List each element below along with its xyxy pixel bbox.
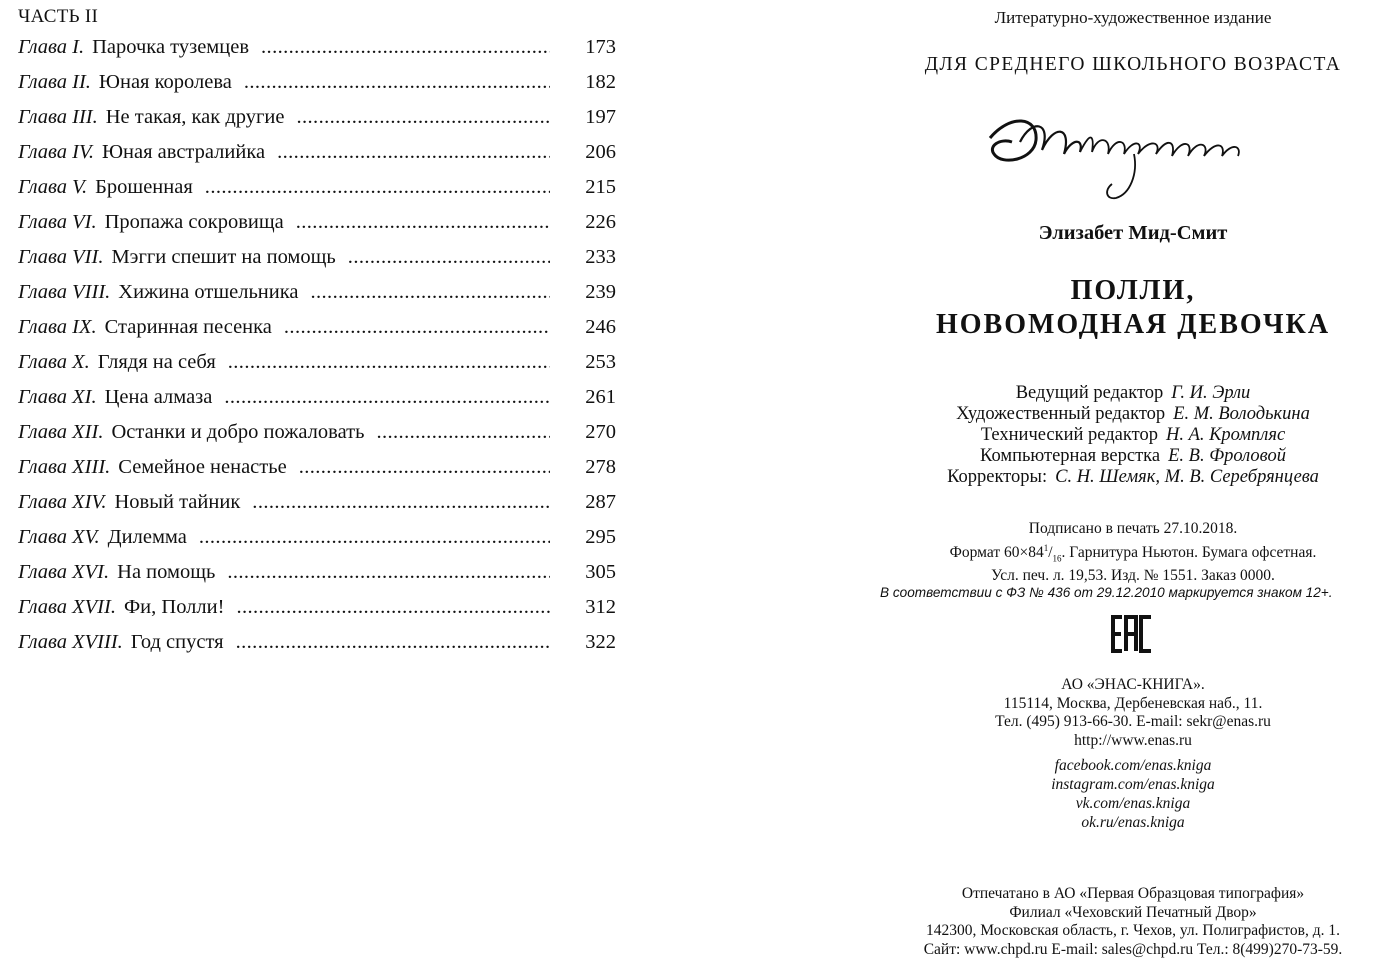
toc-leader-dots	[199, 526, 550, 549]
toc-row	[18, 491, 618, 526]
toc-row	[18, 386, 618, 421]
toc-page-number: 233	[585, 246, 616, 268]
law-note: В соответствии с ФЗ № 436 от 29.12.2010 маркируется знаком 12+.	[880, 585, 1333, 600]
toc-chapter-title: Не такая, как другие	[105, 106, 285, 128]
toc-leader-dots	[228, 351, 550, 374]
toc-list	[18, 36, 618, 666]
social-link-instagram: instagram.com/enas.kniga	[1051, 776, 1215, 793]
part-title: ЧАСТЬ II	[18, 6, 99, 27]
credit-name: Г. И. Эрли	[1171, 383, 1251, 403]
toc-row	[18, 211, 618, 246]
social-link-vk: vk.com/enas.kniga	[1075, 795, 1191, 812]
credits	[870, 383, 1396, 488]
toc-leader-dots	[296, 106, 550, 129]
toc-chapter-title: Новый тайник	[114, 491, 241, 513]
credit-role: Технический редактор	[980, 425, 1158, 445]
printer-branch: Филиал «Чеховский Печатный Двор»	[1009, 903, 1257, 921]
toc-page-number: 253	[585, 351, 616, 373]
social-links	[870, 756, 1396, 832]
toc-leader-dots	[296, 211, 550, 234]
toc-page-number: 206	[585, 141, 616, 163]
toc-page-number: 270	[585, 421, 616, 443]
toc-chapter-number: Глава XIV.	[18, 491, 107, 513]
toc-row	[18, 561, 618, 596]
social-link-ok: ok.ru/enas.kniga	[1081, 814, 1185, 831]
toc-chapter-number: Глава X.	[18, 351, 90, 373]
toc-row	[18, 316, 618, 351]
toc-chapter-number: Глава XV.	[18, 526, 100, 548]
toc-chapter-title: Семейное ненастье	[118, 456, 287, 478]
toc-row	[18, 526, 618, 561]
toc-page-number: 278	[585, 456, 616, 478]
toc-chapter-title: Фи, Полли!	[123, 596, 225, 618]
toc-page-number: 246	[585, 316, 616, 338]
toc-leader-dots	[299, 456, 550, 479]
toc-chapter-title: Старинная песенка	[104, 316, 272, 338]
credit-line	[870, 404, 1396, 425]
credit-line	[870, 446, 1396, 467]
toc-leader-dots	[227, 561, 550, 584]
toc-row	[18, 36, 618, 71]
toc-leader-dots	[252, 491, 550, 514]
toc-chapter-title: Цена алмаза	[104, 386, 213, 408]
toc-page-number: 322	[585, 631, 616, 653]
publisher-address: 115114, Москва, Дербеневская наб., 11.	[1003, 694, 1263, 712]
toc-chapter-title: Брошенная	[95, 176, 193, 198]
toc-page-number: 182	[585, 71, 616, 93]
toc-chapter-number: Глава V.	[18, 176, 88, 198]
toc-page	[0, 0, 640, 972]
toc-page-number: 173	[585, 36, 616, 58]
toc-chapter-number: Глава II.	[18, 71, 91, 93]
toc-page-number: 295	[585, 526, 616, 548]
book-title-line1: ПОЛЛИ,	[1070, 275, 1196, 306]
toc-chapter-title: Юная королева	[98, 71, 232, 93]
eac-mark-icon	[1110, 614, 1154, 654]
toc-chapter-number: Глава IV.	[18, 141, 94, 163]
toc-row	[18, 246, 618, 281]
toc-row	[18, 176, 618, 211]
sheets-line: Усл. печ. л. 19,53. Изд. № 1551. Заказ 0000.	[991, 567, 1275, 585]
toc-chapter-number: Глава XI.	[18, 386, 97, 408]
toc-page-number: 226	[585, 211, 616, 233]
credit-role: Корректоры:	[947, 467, 1048, 487]
book-title-line2: НОВОМОДНАЯ ДЕВОЧКА	[935, 309, 1331, 340]
toc-chapter-number: Глава VI.	[18, 211, 97, 233]
toc-leader-dots	[284, 316, 550, 339]
toc-row	[18, 141, 618, 176]
book-title	[870, 274, 1396, 342]
toc-chapter-number: Глава XVI.	[18, 561, 110, 583]
toc-page-number: 287	[585, 491, 616, 513]
publisher-info	[870, 676, 1396, 750]
publisher-name: АО «ЭНАС-КНИГА».	[1061, 676, 1205, 693]
credit-line	[870, 425, 1396, 446]
toc-row	[18, 106, 618, 141]
credit-role: Художественный редактор	[956, 404, 1166, 424]
toc-chapter-number: Глава XVIII.	[18, 631, 123, 653]
credit-name: Е. В. Фроловой	[1168, 446, 1286, 466]
toc-leader-dots	[348, 246, 550, 269]
toc-chapter-title: Год спустя	[130, 631, 224, 653]
toc-chapter-title: Юная австралийка	[101, 141, 266, 163]
edition-type: Литературно-художественное издание	[994, 8, 1272, 27]
toc-chapter-number: Глава XVII.	[18, 596, 116, 618]
credit-name: С. Н. Шемяк, М. В. Серебрянцева	[1055, 467, 1319, 487]
credit-role: Компьютерная верстка	[980, 446, 1161, 466]
toc-chapter-title: Мэгги спешит на помощь	[111, 246, 336, 268]
toc-page-number: 197	[585, 106, 616, 128]
toc-leader-dots	[236, 631, 550, 654]
toc-chapter-title: Хижина отшельника	[118, 281, 299, 303]
toc-chapter-number: Глава XIII.	[18, 456, 111, 478]
toc-leader-dots	[205, 176, 550, 199]
toc-row	[18, 281, 618, 316]
toc-leader-dots	[277, 141, 550, 164]
age-group: ДЛЯ СРЕДНЕГО ШКОЛЬНОГО ВОЗРАСТА	[924, 54, 1342, 75]
toc-row	[18, 71, 618, 106]
toc-chapter-title: Парочка туземцев	[92, 36, 250, 58]
credit-line	[870, 467, 1396, 488]
format-line: Формат $60\times 84^1/_{16}$. Гарнитура Ньютон. Бумага офсетная.	[949, 542, 1317, 563]
toc-leader-dots	[376, 421, 550, 444]
toc-chapter-title: На помощь	[117, 561, 216, 583]
credit-line	[870, 383, 1396, 404]
toc-chapter-number: Глава IX.	[18, 316, 97, 338]
imprint-page	[870, 0, 1396, 972]
toc-leader-dots	[224, 386, 550, 409]
series-logo	[980, 108, 1250, 208]
printer-contacts: Сайт: www.chpd.ru E-mail: sales@chpd.ru Тел.: 8(499)270-73-59.	[923, 940, 1343, 958]
toc-chapter-number: Глава VIII.	[18, 281, 111, 303]
toc-page-number: 239	[585, 281, 616, 303]
credit-role: Ведущий редактор	[1015, 383, 1164, 403]
toc-leader-dots	[236, 596, 550, 619]
credit-name: Н. А. Кромпляс	[1165, 425, 1286, 445]
toc-chapter-number: Глава VII.	[18, 246, 104, 268]
toc-page-number: 261	[585, 386, 616, 408]
toc-chapter-number: Глава I.	[18, 36, 85, 58]
toc-row	[18, 596, 618, 631]
toc-row	[18, 631, 618, 666]
printer-name: Отпечатано в АО «Первая Образцовая типография»	[961, 885, 1305, 902]
toc-chapter-number: Глава III.	[18, 106, 98, 128]
print-info	[870, 520, 1396, 586]
toc-chapter-title: Дилемма	[107, 526, 187, 548]
toc-chapter-title: Останки и добро пожаловать	[111, 421, 365, 443]
toc-page-number: 305	[585, 561, 616, 583]
author-name: Элизабет Мид-Смит	[1038, 222, 1228, 244]
toc-row	[18, 351, 618, 386]
toc-row	[18, 456, 618, 491]
publisher-website: http://www.enas.ru	[1074, 731, 1192, 749]
toc-chapter-title: Пропажа сокровища	[104, 211, 284, 233]
toc-row	[18, 421, 618, 456]
toc-leader-dots	[261, 36, 550, 59]
toc-page-number: 312	[585, 596, 616, 618]
publisher-contacts: Тел. (495) 913-66-30. E-mail: sekr@enas.ru	[995, 713, 1271, 730]
social-link-facebook: facebook.com/enas.kniga	[1054, 757, 1212, 774]
toc-leader-dots	[244, 71, 550, 94]
printer-info	[870, 885, 1396, 959]
toc-chapter-title: Глядя на себя	[97, 351, 216, 373]
toc-chapter-number: Глава XII.	[18, 421, 104, 443]
toc-leader-dots	[310, 281, 550, 304]
printer-address: 142300, Московская область, г. Чехов, ул. Полиграфистов, д. 1.	[925, 922, 1341, 939]
toc-page-number: 215	[585, 176, 616, 198]
signed-date: Подписано в печать 27.10.2018.	[1028, 520, 1238, 537]
credit-name: Е. М. Володькина	[1173, 404, 1310, 424]
